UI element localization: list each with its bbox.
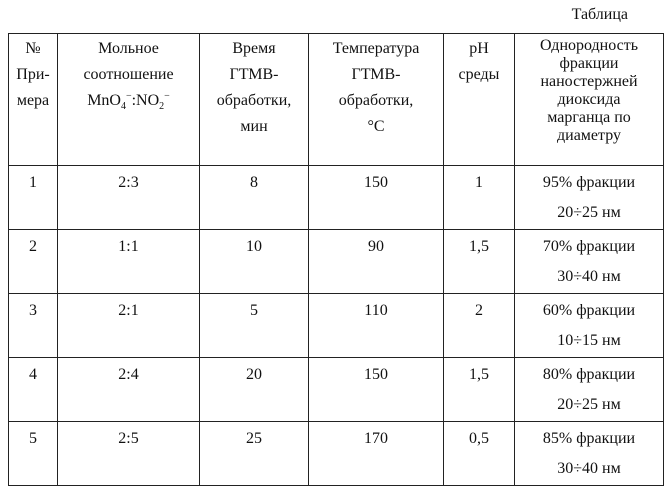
cell-time: 10 [200, 230, 309, 294]
cell-time: 8 [200, 166, 309, 230]
cell-uniformity: 85% фракции 30÷40 нм [515, 422, 664, 486]
header-example-number: № При- мера [9, 34, 58, 166]
header-molar-ratio: Мольное соотношение $MnO_4^-:NO_2^-$ [58, 34, 200, 166]
header-processing-time: Время ГТМВ- обработки, мин [200, 34, 309, 166]
table-row [9, 230, 664, 294]
cell-temperature: 150 [309, 358, 444, 422]
cell-uniformity: 70% фракции 30÷40 нм [515, 230, 664, 294]
cell-molar-ratio: 1:1 [58, 230, 200, 294]
cell-molar-ratio: 2:5 [58, 422, 200, 486]
cell-example-number: 4 [9, 358, 58, 422]
molar-ratio-formula: $MnO_4^-:NO_2^-$ [87, 90, 170, 113]
cell-example-number: 1 [9, 166, 58, 230]
cell-example-number: 3 [9, 294, 58, 358]
cell-molar-ratio: 2:1 [58, 294, 200, 358]
cell-ph: 2 [444, 294, 515, 358]
cell-uniformity: 95% фракции 20÷25 нм [515, 166, 664, 230]
cell-temperature: 110 [309, 294, 444, 358]
cell-molar-ratio: 2:4 [58, 358, 200, 422]
cell-time: 25 [200, 422, 309, 486]
cell-time: 20 [200, 358, 309, 422]
data-table [8, 33, 664, 486]
header-row [9, 34, 664, 166]
header-uniformity: Однородность фракции наностержней диоксида марганца по диаметру [515, 34, 664, 166]
cell-example-number: 2 [9, 230, 58, 294]
header-processing-temperature: Температура ГТМВ- обработки, °C [309, 34, 444, 166]
header-ph: pH среды [444, 34, 515, 166]
cell-temperature: 150 [309, 166, 444, 230]
cell-ph: 1,5 [444, 230, 515, 294]
cell-uniformity: 80% фракции 20÷25 нм [515, 358, 664, 422]
table-row [9, 358, 664, 422]
cell-temperature: 170 [309, 422, 444, 486]
cell-uniformity: 60% фракции 10÷15 нм [515, 294, 664, 358]
cell-example-number: 5 [9, 422, 58, 486]
cell-ph: 1,5 [444, 358, 515, 422]
cell-ph: 0,5 [444, 422, 515, 486]
cell-time: 5 [200, 294, 309, 358]
table-row [9, 422, 664, 486]
table-row [9, 294, 664, 358]
cell-molar-ratio: 2:3 [58, 166, 200, 230]
cell-ph: 1 [444, 166, 515, 230]
table-row [9, 166, 664, 230]
table-caption: Таблица [571, 6, 628, 23]
cell-temperature: 90 [309, 230, 444, 294]
